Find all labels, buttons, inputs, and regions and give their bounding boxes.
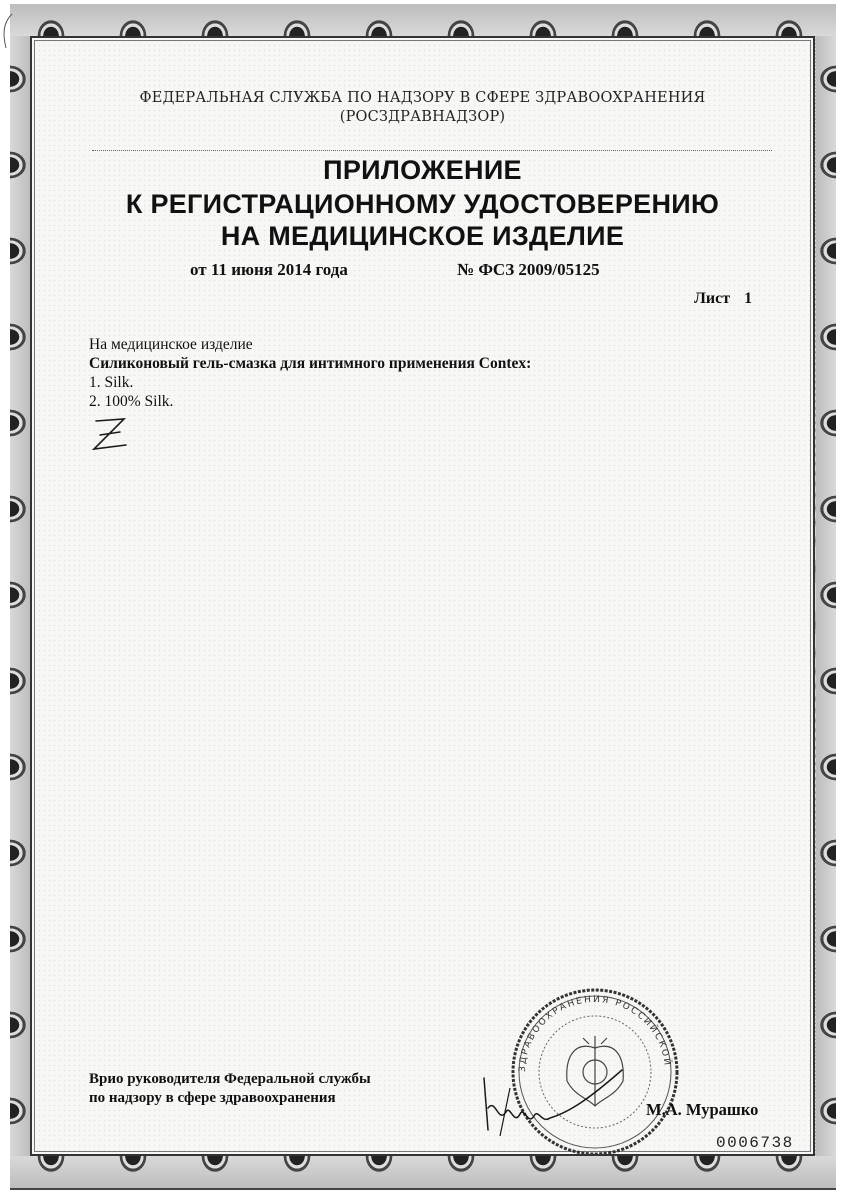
border-ornament-top [10, 4, 836, 36]
registration-date: от 11 июня 2014 года [190, 260, 348, 279]
registration-number: № ФСЗ 2009/05125 [457, 260, 600, 279]
document-body [89, 335, 531, 411]
signer-title-line-2: по надзору в сфере здравоохранения [89, 1090, 336, 1106]
margin-pen-mark-icon [0, 12, 14, 50]
sheet-number: 1 [744, 290, 753, 307]
document-title-line-2: К РЕГИСТРАЦИОННОМУ УДОСТОВЕРЕНИЮ [125, 189, 720, 219]
handwritten-signature-icon [480, 1068, 630, 1138]
svg-text:ЗДРАВООХРАНЕНИЯ РОССИЙСКОЙ: ЗДРАВООХРАНЕНИЯ РОССИЙСКОЙ [517, 994, 672, 1073]
sheet-label: Лист [694, 290, 731, 307]
agency-abbreviation: (РОСЗДРАВНАДЗОР) [339, 109, 506, 125]
product-name: Силиконовый гель-смазка для интимного применения Contex: [89, 355, 532, 372]
signer-title-line-1: Врио руководителя Федеральной службы [89, 1071, 371, 1087]
document-title-line-3: НА МЕДИЦИНСКОЕ ИЗДЕЛИЕ [220, 221, 625, 251]
handwritten-z-mark-icon [90, 415, 132, 455]
serial-number: 0006738 [716, 1134, 794, 1152]
agency-name: ФЕДЕРАЛЬНАЯ СЛУЖБА ПО НАДЗОРУ В СФЕРЕ ЗДРАВООХРАНЕНИЯ [139, 90, 706, 106]
signer-name: М.А. Мурашко [646, 1100, 759, 1119]
document-title-line-1: ПРИЛОЖЕНИЕ [323, 155, 522, 185]
signer-title [89, 1070, 371, 1108]
border-ornament-right [816, 36, 836, 1156]
border-ornament-left [10, 36, 30, 1156]
list-item: 1. Silk. [89, 374, 134, 391]
border-ornament-bottom [10, 1156, 836, 1188]
sheet-indicator [694, 290, 752, 308]
document-page [30, 36, 815, 1156]
list-item: 2. 100% Silk. [89, 393, 174, 410]
body-intro: На медицинское изделие [89, 336, 253, 353]
header-divider [92, 150, 772, 151]
